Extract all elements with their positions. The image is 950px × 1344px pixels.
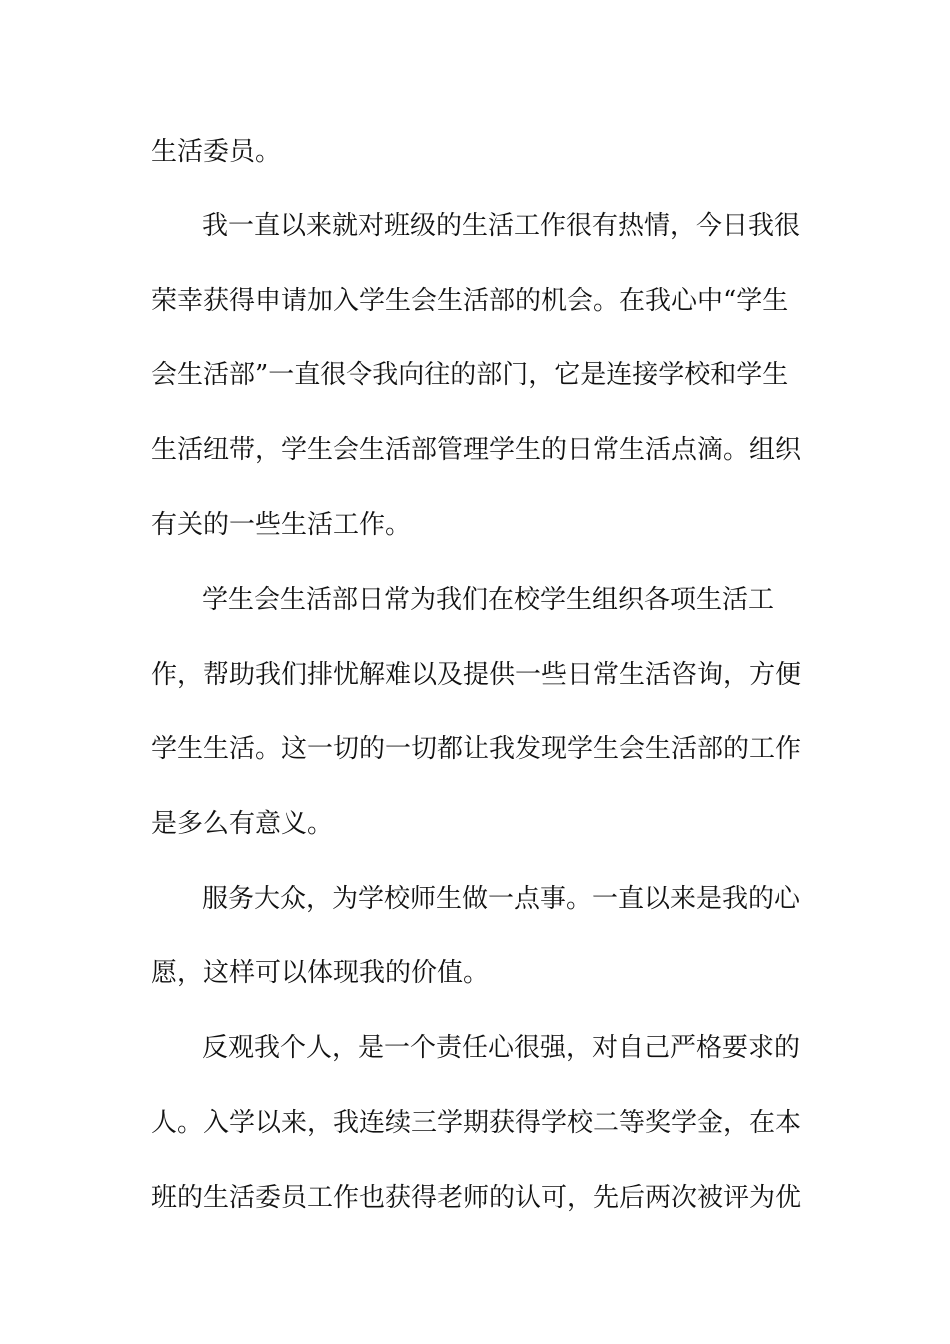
paragraph-first-line: 学生会生活部日常为我们在校学生组织各项生活工	[202, 585, 775, 615]
paragraph-first-line: 反观我个人，是一个责任心很强，对自己严格要求的	[202, 1033, 801, 1063]
paragraph-first-line: 服务大众，为学校师生做一点事。一直以来是我的心	[202, 884, 801, 914]
text-line: 生活委员。	[151, 137, 282, 167]
text-line: 是多么有意义。	[151, 809, 334, 839]
text-line: 人。入学以来，我连续三学期获得学校二等奖学金，在本	[151, 1108, 802, 1138]
paragraph-first-line: 我一直以来就对班级的生活工作很有热情，今日我很	[202, 211, 801, 241]
text-line: 有关的一些生活工作。	[151, 510, 412, 540]
text-line: 愿，这样可以体现我的价值。	[151, 958, 490, 988]
text-line: 荣幸获得申请加入学生会生活部的机会。在我心中“学生	[151, 286, 789, 316]
text-line: 作，帮助我们排忧解难以及提供一些日常生活咨询，方便	[151, 660, 802, 690]
text-line: 生活纽带，学生会生活部管理学生的日常生活点滴。组织	[151, 435, 802, 465]
text-line: 学生生活。这一切的一切都让我发现学生会生活部的工作	[151, 734, 802, 764]
text-line: 会生活部”一直很令我向往的部门，它是连接学校和学生	[151, 360, 789, 390]
text-line: 班的生活委员工作也获得老师的认可，先后两次被评为优	[151, 1183, 802, 1213]
